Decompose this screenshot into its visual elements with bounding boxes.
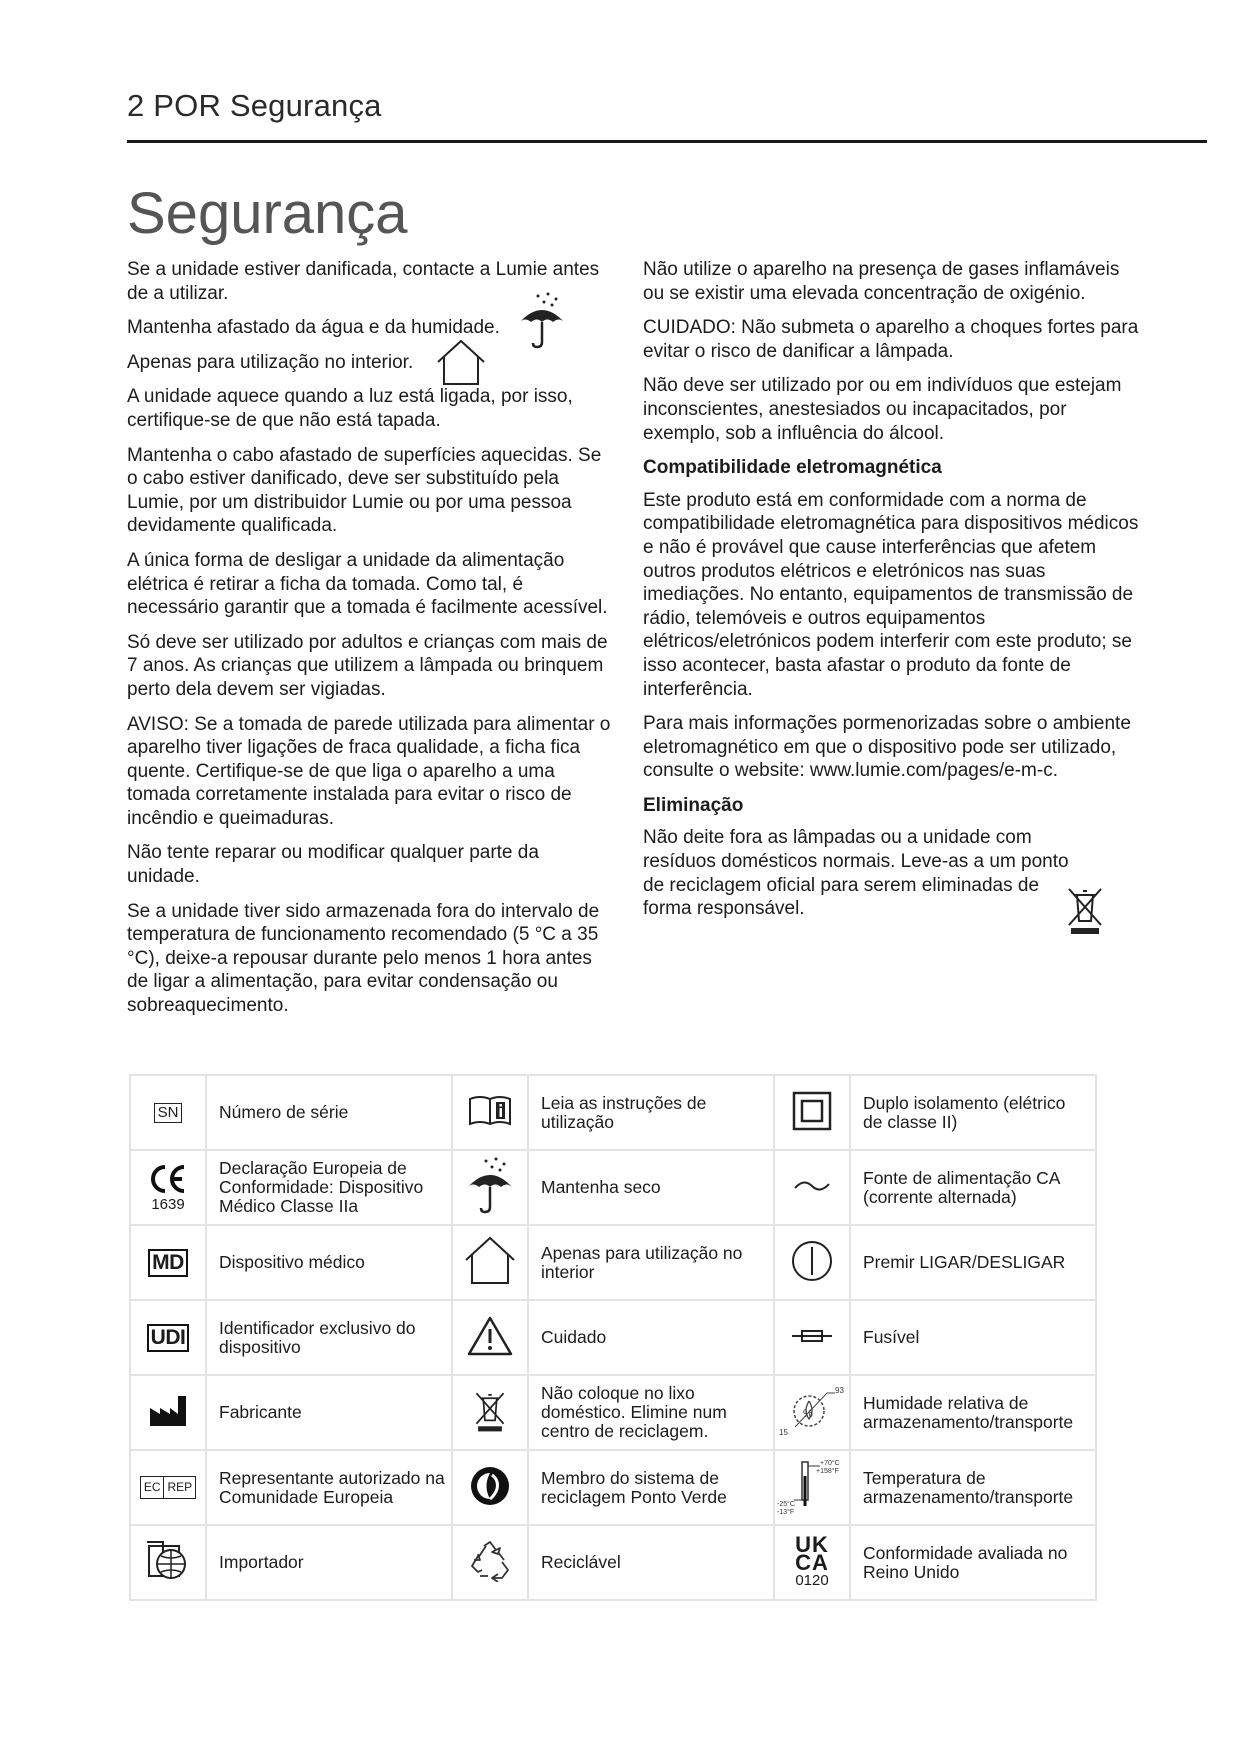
udi-icon: UDI (147, 1324, 190, 1352)
symbol-label: Cuidado (528, 1300, 774, 1375)
alternating-current-icon (792, 1176, 832, 1196)
recyclable-symbol (452, 1525, 528, 1600)
rep-label: REP (163, 1477, 195, 1498)
paragraph: A única forma de desligar a unidade da alimentação elétrica é retirar a ficha da tomada. Como tal, é necessário garantir que a tomada é facilmente acessível. (127, 549, 608, 619)
left-column (127, 258, 617, 1029)
keep-dry-symbol (452, 1150, 528, 1225)
paragraph: AVISO: Se a tomada de parede utilizada para alimentar o aparelho tiver ligações de fraca qualidade, a ficha fica quente. Certifique-se de que liga o aparelho a uma tomada corretamente instalada para evitar o risco de incêndio e queimaduras. (127, 713, 611, 829)
umbrella-icon (466, 1157, 514, 1215)
page-header: 2 POR Segurança (127, 88, 382, 123)
ukca-bottom: CA (795, 1549, 829, 1575)
ukca-symbol (774, 1525, 850, 1600)
humidity-high-label: 93 (835, 1385, 844, 1395)
paragraph: Não tente reparar ou modificar qualquer parte da unidade. (127, 842, 539, 888)
right-column (643, 258, 1143, 932)
symbol-label: Leia as instruções de utilização (528, 1075, 774, 1150)
power-symbol (774, 1225, 850, 1300)
factory-icon (148, 1394, 188, 1428)
ce-mark-icon (148, 1163, 188, 1195)
class2-symbol (774, 1075, 850, 1150)
warning-triangle-icon (467, 1315, 513, 1357)
ukca-number: 0120 (795, 1571, 829, 1589)
symbol-label: Fabricante (206, 1375, 452, 1450)
manufacturer-symbol (130, 1375, 206, 1450)
table-row (130, 1300, 1096, 1375)
symbol-label: Identificador exclusivo do dispositivo (206, 1300, 452, 1375)
ukca-mark-icon (775, 1531, 849, 1590)
humidity-low-label: 15 (779, 1427, 788, 1437)
temp-high-c-label: +70°C (820, 1459, 840, 1467)
power-switch-icon (790, 1239, 834, 1283)
symbol-label: Número de série (206, 1075, 452, 1150)
umbrella-icon (518, 292, 566, 350)
paragraph: Não utilize o aparelho na presença de gases inflamáveis ou se existir uma elevada concentração de oxigénio. (643, 259, 1120, 304)
page-title: Segurança (127, 181, 408, 246)
paragraph: Mantenha afastado da água e da humidade. (127, 317, 500, 339)
temperature-symbol (774, 1450, 850, 1525)
paragraph: Se a unidade estiver danificada, contacte a Lumie antes de a utilizar. (127, 259, 600, 304)
paragraph: Para mais informações pormenorizadas sobre o ambiente eletromagnético em que o dispositivo pode ser utilizado, consulte o website: www.lumie.com/pages/e-m-c. (643, 713, 1131, 782)
importer-icon (145, 1538, 191, 1584)
ce-symbol (130, 1150, 206, 1225)
paragraph: A unidade aquece quando a luz está ligada, por isso, certifique-se de que não está tapada. (127, 386, 573, 431)
symbol-label: Dispositivo médico (206, 1225, 452, 1300)
symbol-label: Apenas para utilização no interior (528, 1225, 774, 1300)
table-row (130, 1225, 1096, 1300)
humidity-symbol (774, 1375, 850, 1450)
symbol-label: Importador (206, 1525, 452, 1600)
disposal-heading: Eliminação (643, 794, 744, 816)
svg-text:%: % (803, 1407, 813, 1420)
green-dot-icon (469, 1465, 511, 1507)
ukca-top: UK (795, 1531, 829, 1557)
symbol-label: Não coloque no lixo doméstico. Elimine num centro de reciclagem. (528, 1375, 774, 1450)
symbol-label: Premir LIGAR/DESLIGAR (850, 1225, 1096, 1300)
udi-symbol (130, 1300, 206, 1375)
ec-rep-icon (140, 1476, 196, 1499)
instructions-book-icon (467, 1094, 513, 1128)
manual-symbol (452, 1075, 528, 1150)
temp-low-c-label: -25°C (777, 1500, 795, 1508)
green-dot-symbol (452, 1450, 528, 1525)
weee-bin-icon (473, 1387, 507, 1435)
symbol-label: Duplo isolamento (elétrico de classe II) (850, 1075, 1096, 1150)
ec-rep-symbol (130, 1450, 206, 1525)
ce-notified-body-number: 1639 (151, 1195, 185, 1213)
temp-high-f-label: +158°F (816, 1467, 839, 1475)
symbol-label: Fusível (850, 1300, 1096, 1375)
symbol-label: Membro do sistema de reciclagem Ponto Verde (528, 1450, 774, 1525)
ac-symbol (774, 1150, 850, 1225)
house-icon (463, 1235, 517, 1287)
humidity-limit-icon (777, 1383, 847, 1439)
symbol-label: Humidade relativa de armazenamento/transporte (850, 1375, 1096, 1450)
sn-symbol (130, 1075, 206, 1150)
symbol-label: Reciclável (528, 1525, 774, 1600)
emc-heading: Compatibilidade eletromagnética (643, 457, 942, 479)
disposal-paragraph: Não deite fora as lâmpadas ou a unidade com resíduos domésticos normais. Leve-as a um ponto de reciclagem oficial para serem eliminadas de forma responsável. (643, 827, 1069, 920)
symbol-label: Declaração Europeia de Conformidade: Dispositivo Médico Classe IIa (206, 1150, 452, 1225)
paragraph: Mantenha o cabo afastado de superfícies aquecidas. Se o cabo estiver danificado, deve ser substituído pela Lumie, por um distribuidor Lumie ou por uma pessoa devidamente qualificada. (127, 444, 602, 537)
caution-symbol (452, 1300, 528, 1375)
fuse-icon (790, 1328, 834, 1344)
ec-label: EC (143, 1480, 161, 1494)
symbol-label: Mantenha seco (528, 1150, 774, 1225)
double-insulation-icon (792, 1091, 832, 1131)
paragraph: Se a unidade tiver sido armazenada fora do intervalo de temperatura de funcionamento recomendado (5 °C a 35 °C), deixe-a repousar durante pelo menos 1 hora antes de ligar a alimentação, para evitar condensação ou sobreaquecimento. (127, 900, 600, 1017)
symbol-label: Representante autorizado na Comunidade Europeia (206, 1450, 452, 1525)
recycle-icon (468, 1540, 512, 1582)
symbols-table (129, 1074, 1097, 1601)
indoor-symbol (452, 1225, 528, 1300)
importer-symbol (130, 1525, 206, 1600)
weee-bin-icon (1065, 885, 1105, 935)
fuse-symbol (774, 1300, 850, 1375)
table-row (130, 1375, 1096, 1450)
temperature-limit-icon (776, 1456, 848, 1516)
table-row (130, 1075, 1096, 1150)
medical-device-icon: MD (148, 1249, 188, 1277)
header-rule (127, 140, 1207, 143)
house-icon (434, 338, 488, 388)
table-row (130, 1450, 1096, 1525)
paragraph: Não deve ser utilizado por ou em indivíduos que estejam inconscientes, anestesiados ou incapacitados, por exemplo, sob a influência do álcool. (643, 375, 1122, 444)
temp-low-f-label: -13°F (777, 1508, 795, 1516)
table-row (130, 1150, 1096, 1225)
serial-number-icon: SN (154, 1103, 183, 1123)
paragraph: CUIDADO: Não submeta o aparelho a choques fortes para evitar o risco de danificar a lâmpada. (643, 317, 1139, 362)
paragraph: Apenas para utilização no interior. (127, 351, 414, 373)
md-symbol (130, 1225, 206, 1300)
table-row (130, 1525, 1096, 1600)
paragraph: Este produto está em conformidade com a norma de compatibilidade eletromagnética para dispositivos médicos e não é provável que cause interferências que afetem outros produtos elétricos e eletrónicos nas suas imediações. No entanto, equipamentos de transmissão de rádio, telemóveis e outros equipamentos elétricos/eletrónicos podem interferir com este produto; se isso acontecer, basta afastar o produto da fonte de interferência. (643, 489, 1139, 700)
symbol-label: Conformidade avaliada no Reino Unido (850, 1525, 1096, 1600)
paragraph: Só deve ser utilizado por adultos e crianças com mais de 7 anos. As crianças que utilizem a lâmpada ou brinquem perto dela devem ser vigiadas. (127, 631, 608, 700)
symbol-label: Temperatura de armazenamento/transporte (850, 1450, 1096, 1525)
weee-symbol (452, 1375, 528, 1450)
symbol-label: Fonte de alimentação CA (corrente alternada) (850, 1150, 1096, 1225)
